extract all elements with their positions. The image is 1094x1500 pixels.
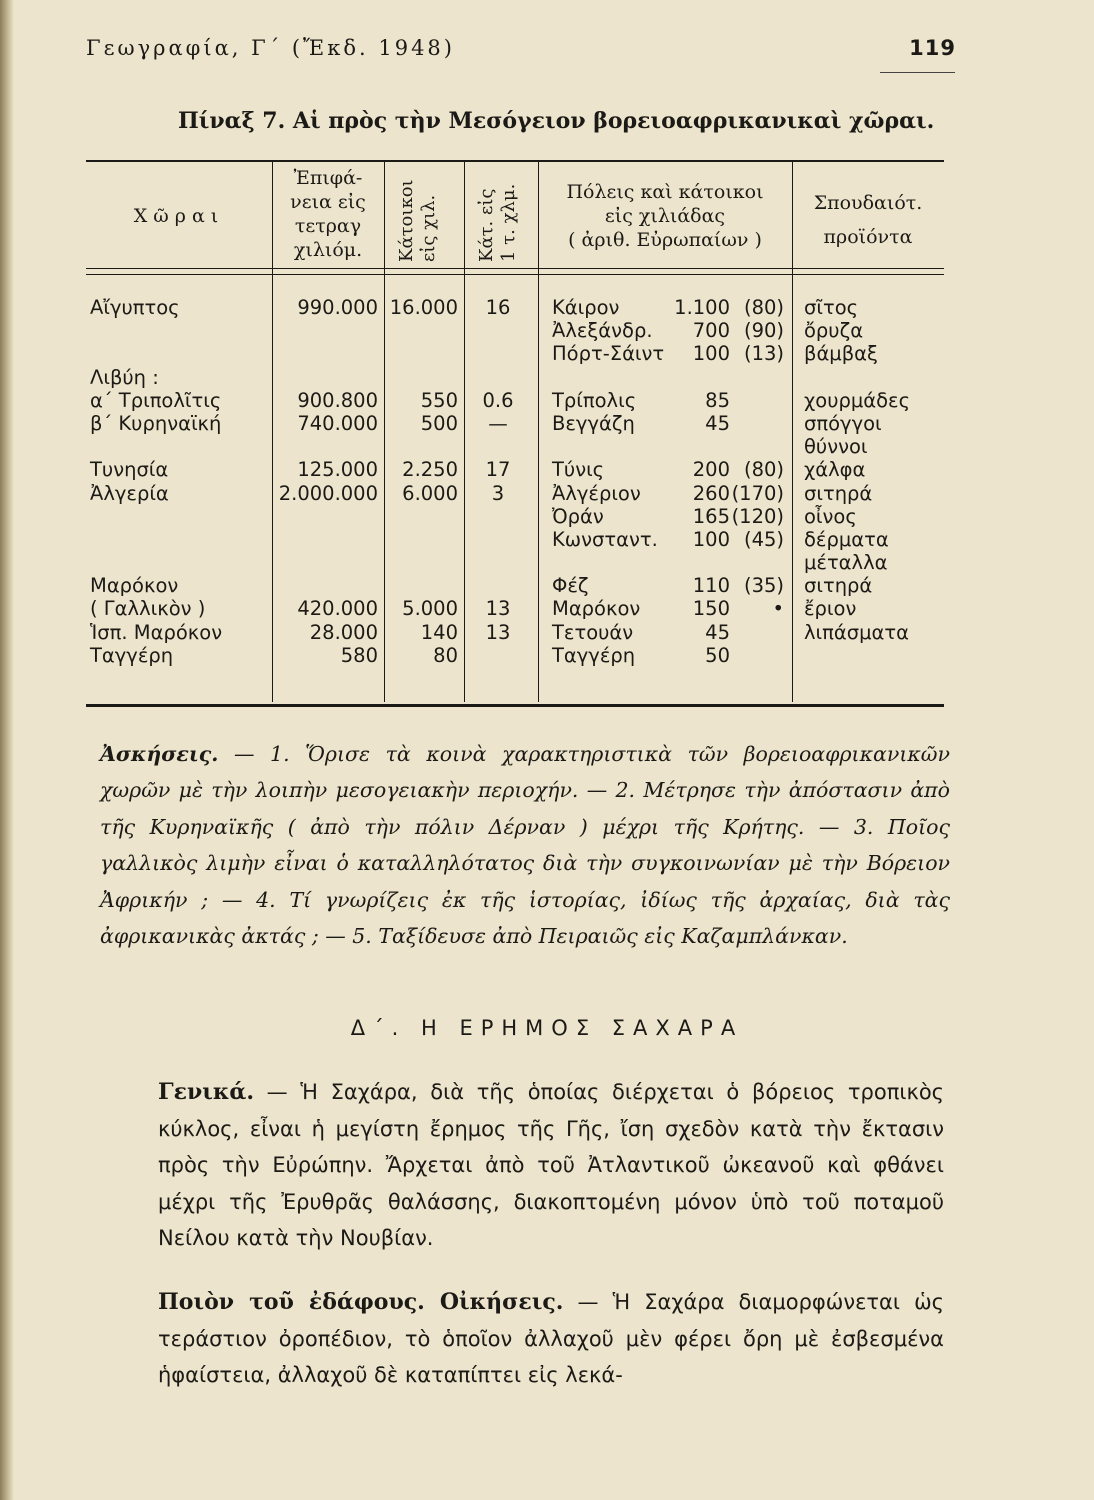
cell-prod: δέρματα <box>804 527 889 551</box>
cell-country: β΄ Κυρηναϊκή <box>90 411 222 435</box>
header-pop-line: εἰς χιλ. <box>418 194 439 262</box>
header-cities-line: ( ἀριθ. Εὐρωπαίων ) <box>568 229 762 251</box>
cell-cpop: 1.100 <box>674 296 730 319</box>
cell-country: α΄ Τριπολῖτις <box>90 388 222 412</box>
cell-city: Φέζ <box>552 574 589 598</box>
cell-cpop: 200 <box>692 458 730 482</box>
cell-dens: 13 <box>485 620 511 644</box>
header-cities-line: Πόλεις καὶ κάτοικοι <box>566 181 764 203</box>
cell-city: Ἀλεξάνδρ. <box>552 319 653 343</box>
header-area-line: χιλιόμ. <box>293 239 363 261</box>
table-row <box>86 296 944 319</box>
table-row <box>86 551 944 574</box>
page-number: 119 <box>909 36 956 60</box>
cell-cpop: 150 <box>692 597 730 621</box>
cell-pop: 550 <box>420 388 458 412</box>
cell-eur: (13) <box>743 342 784 366</box>
cell-country: Τυνησία <box>90 458 169 482</box>
table-row <box>86 389 944 412</box>
cell-pop: 80 <box>433 643 458 667</box>
page-edge-shadow <box>0 0 14 1500</box>
section-title: Δ΄. Η ΕΡΗΜΟΣ ΣΑΧΑΡΑ <box>350 1016 744 1040</box>
cell-city: Κωνσταντ. <box>552 527 658 551</box>
table-row <box>86 505 944 528</box>
cell-cpop: 110 <box>692 574 730 598</box>
cell-area: 420.000 <box>297 597 378 621</box>
paragraph-lead: Γενικά. <box>158 1079 254 1105</box>
cell-prod: λιπάσματα <box>804 620 909 644</box>
cell-prod: μέταλλα <box>804 551 888 575</box>
header-rule-top <box>86 268 944 269</box>
cell-pop: 6.000 <box>402 481 458 505</box>
cell-cpop: 85 <box>705 388 730 412</box>
header-density <box>476 184 520 262</box>
cell-city: Τύνις <box>552 458 605 482</box>
cell-city: Βεγγάζη <box>552 411 635 435</box>
cell-city: Τετουάν <box>552 620 634 644</box>
paragraph-text: — Ἡ Σαχάρα διαμορφώνεται ὡς τεράστιον ὀροπέδιον, τὸ ὁποῖον ἀλλαχοῦ μὲν φέρει ὄρη μὲ ἐσβεσμένα ἡφαίστεια, ἀλλαχοῦ δὲ καταπίπτει εἰς λεκά- <box>158 1290 944 1388</box>
cell-dens: 16 <box>485 296 511 319</box>
cell-city: Ὀράν <box>552 504 604 528</box>
cell-country: ( Γαλλικὸν ) <box>90 597 206 621</box>
cell-city: Πόρτ-Σάιντ <box>552 342 665 366</box>
cell-cpop: 45 <box>705 411 730 435</box>
cell-cpop: 700 <box>692 319 730 343</box>
paragraph-soil <box>158 1284 944 1394</box>
header-country: Χῶραι <box>133 205 225 227</box>
cell-country: Μαρόκον <box>90 574 179 598</box>
cell-city: Τρίπολις <box>552 388 637 412</box>
header-rule-bottom <box>86 274 944 275</box>
table-title: Πίναξ 7. Αἱ πρὸς τὴν Μεσόγειον βορειοαφρικανικαὶ χῶραι. <box>178 108 935 134</box>
cell-city: Ἀλγέριον <box>552 481 641 505</box>
cell-country: Ταγγέρη <box>90 643 174 667</box>
cell-prod: ὄρυζα <box>804 319 864 343</box>
table-row <box>86 342 944 365</box>
cell-eur: (45) <box>743 527 784 551</box>
cell-area: 2.000.000 <box>278 481 378 505</box>
table-row <box>86 458 944 481</box>
header-area <box>272 166 384 262</box>
cell-cpop: 100 <box>692 527 730 551</box>
table-row <box>86 366 944 389</box>
cell-prod: θύννοι <box>804 435 868 459</box>
cell-cpop: 100 <box>692 342 730 366</box>
table-row <box>86 319 944 342</box>
cell-country: Ἀλγερία <box>90 481 169 505</box>
cell-prod: σῖτος <box>804 296 859 319</box>
header-rule <box>880 72 955 73</box>
exercises-block <box>100 736 950 954</box>
cell-area: 990.000 <box>297 296 378 319</box>
table-body <box>86 296 944 667</box>
header-cities-line: εἰς χιλιάδας <box>604 205 726 227</box>
cell-area: 740.000 <box>297 411 378 435</box>
exercises-lead: Ἀσκήσεις. <box>100 742 219 766</box>
cell-country: Λιβύη : <box>90 365 159 389</box>
cell-area: 28.000 <box>309 620 378 644</box>
table-row <box>86 621 944 644</box>
cell-city: Κάιρον <box>552 296 620 319</box>
cell-pop: 500 <box>420 411 458 435</box>
cell-country: Ἱσπ. Μαρόκον <box>90 620 223 644</box>
cell-pop: 16.000 <box>389 296 458 319</box>
header-dens-line: Κάτ. εἰς <box>476 188 497 262</box>
cell-country: Αἴγυπτος <box>90 296 180 319</box>
cell-prod: χάλφα <box>804 458 866 482</box>
header-products-line: Σπουδαιότ. <box>813 192 923 214</box>
header-area-line: τετραγ <box>294 215 362 237</box>
header-population <box>396 179 440 262</box>
header-area-line: Ἐπιφά- <box>293 167 363 189</box>
cell-cpop: 165 <box>692 504 730 528</box>
table-row <box>86 574 944 597</box>
header-products <box>792 186 944 254</box>
cell-eur: (170) <box>731 481 784 505</box>
cell-area: 125.000 <box>297 458 378 482</box>
cell-pop: 2.250 <box>402 458 458 482</box>
header-area-line: νεια εἰς <box>290 191 366 213</box>
countries-table <box>86 160 944 707</box>
cell-cpop: 45 <box>705 620 730 644</box>
cell-prod: χουρμάδες <box>804 388 911 412</box>
cell-cpop: 260 <box>692 481 730 505</box>
cell-prod: οἶνος <box>804 504 857 528</box>
cell-dens: 13 <box>485 597 511 621</box>
cell-eur: (35) <box>743 574 784 598</box>
cell-eur: (90) <box>743 319 784 343</box>
cell-cpop: 50 <box>705 643 730 667</box>
cell-dens: 3 <box>491 481 505 505</box>
paragraph-general <box>158 1074 944 1257</box>
paragraph-text: — Ἡ Σαχάρα, διὰ τῆς ὁποίας διέρχεται ὁ βόρειος τροπικὸς κύκλος, εἶναι ἡ μεγίστη ἔρημος τῆς Γῆς, ἴση σχεδὸν κατὰ τὴν ἔκτασιν πρὸς τὴν Εὐρώπην. Ἄρχεται ἀπὸ τοῦ Ἀτλαντικοῦ ὠκεανοῦ καὶ φθάνει μέχρι τῆς Ἐρυθρᾶς θαλάσσης, διακοπτομένη μόνον ὑπὸ τοῦ ποταμοῦ Νείλου κατὰ τὴν Νουβίαν. <box>158 1080 944 1251</box>
cell-eur: • <box>772 597 784 621</box>
cell-dens: 0.6 <box>482 388 514 412</box>
table-row <box>86 482 944 505</box>
table-row <box>86 597 944 620</box>
cell-area: 900.800 <box>297 388 378 412</box>
cell-dens: 17 <box>485 458 511 482</box>
cell-pop: 5.000 <box>402 597 458 621</box>
cell-prod: σπόγγοι <box>804 411 882 435</box>
cell-prod: σιτηρά <box>804 574 873 598</box>
table-row <box>86 644 944 667</box>
cell-dens: — <box>488 411 508 435</box>
cell-area: 580 <box>340 643 378 667</box>
table-row <box>86 528 944 551</box>
cell-prod: βάμβαξ <box>804 342 878 366</box>
cell-prod: σιτηρά <box>804 481 873 505</box>
header-products-line: προϊόντα <box>823 226 913 248</box>
exercises-text: — 1. Ὅρισε τὰ κοινὰ χαρακτηριστικὰ τῶν βορειοαφρικανικῶν χωρῶν μὲ τὴν λοιπὴν μεσογειακὴν περιοχήν. — 2. Μέτρησε τὴν ἀπόστασιν ἀπὸ τῆς Κυρηναϊκῆς ( ἀπὸ τὴν πόλιν Δέρναν ) μέχρι τῆς Κρήτης. — 3. Ποῖος γαλλικὸς λιμὴν εἶναι ὁ καταλληλότατος διὰ τὴν συγκοινωνίαν μὲ τὴν Βόρειον Ἀφρικήν ; — 4. Τί γνωρίζεις ἐκ τῆς ἱστορίας, ἰδίως τῆς ἀρχαίας, διὰ τὰς ἀφρικανικὰς ἀκτάς ; — 5. Ταξίδευσε ἀπὸ Πειραιῶς εἰς Καζαμπλάνκαν. <box>100 742 950 949</box>
table-row <box>86 412 944 435</box>
paragraph-lead: Ποιὸν τοῦ ἐδάφους. Οἰκήσεις. <box>158 1289 564 1315</box>
cell-eur: (80) <box>743 296 784 319</box>
cell-eur: (120) <box>731 504 784 528</box>
cell-prod: ἔριον <box>804 597 857 621</box>
cell-eur: (80) <box>743 458 784 482</box>
table-row <box>86 435 944 458</box>
running-title: Γεωγραφία, Γ΄ (Ἔκδ. 1948) <box>86 36 455 60</box>
cell-city: Ταγγέρη <box>552 643 636 667</box>
header-pop-line: Κάτοικοι <box>396 179 417 262</box>
header-dens-line: 1 τ. χλμ. <box>498 183 519 262</box>
header-cities <box>538 180 792 252</box>
running-header <box>86 36 956 70</box>
cell-city: Μαρόκον <box>552 597 641 621</box>
cell-pop: 140 <box>420 620 458 644</box>
